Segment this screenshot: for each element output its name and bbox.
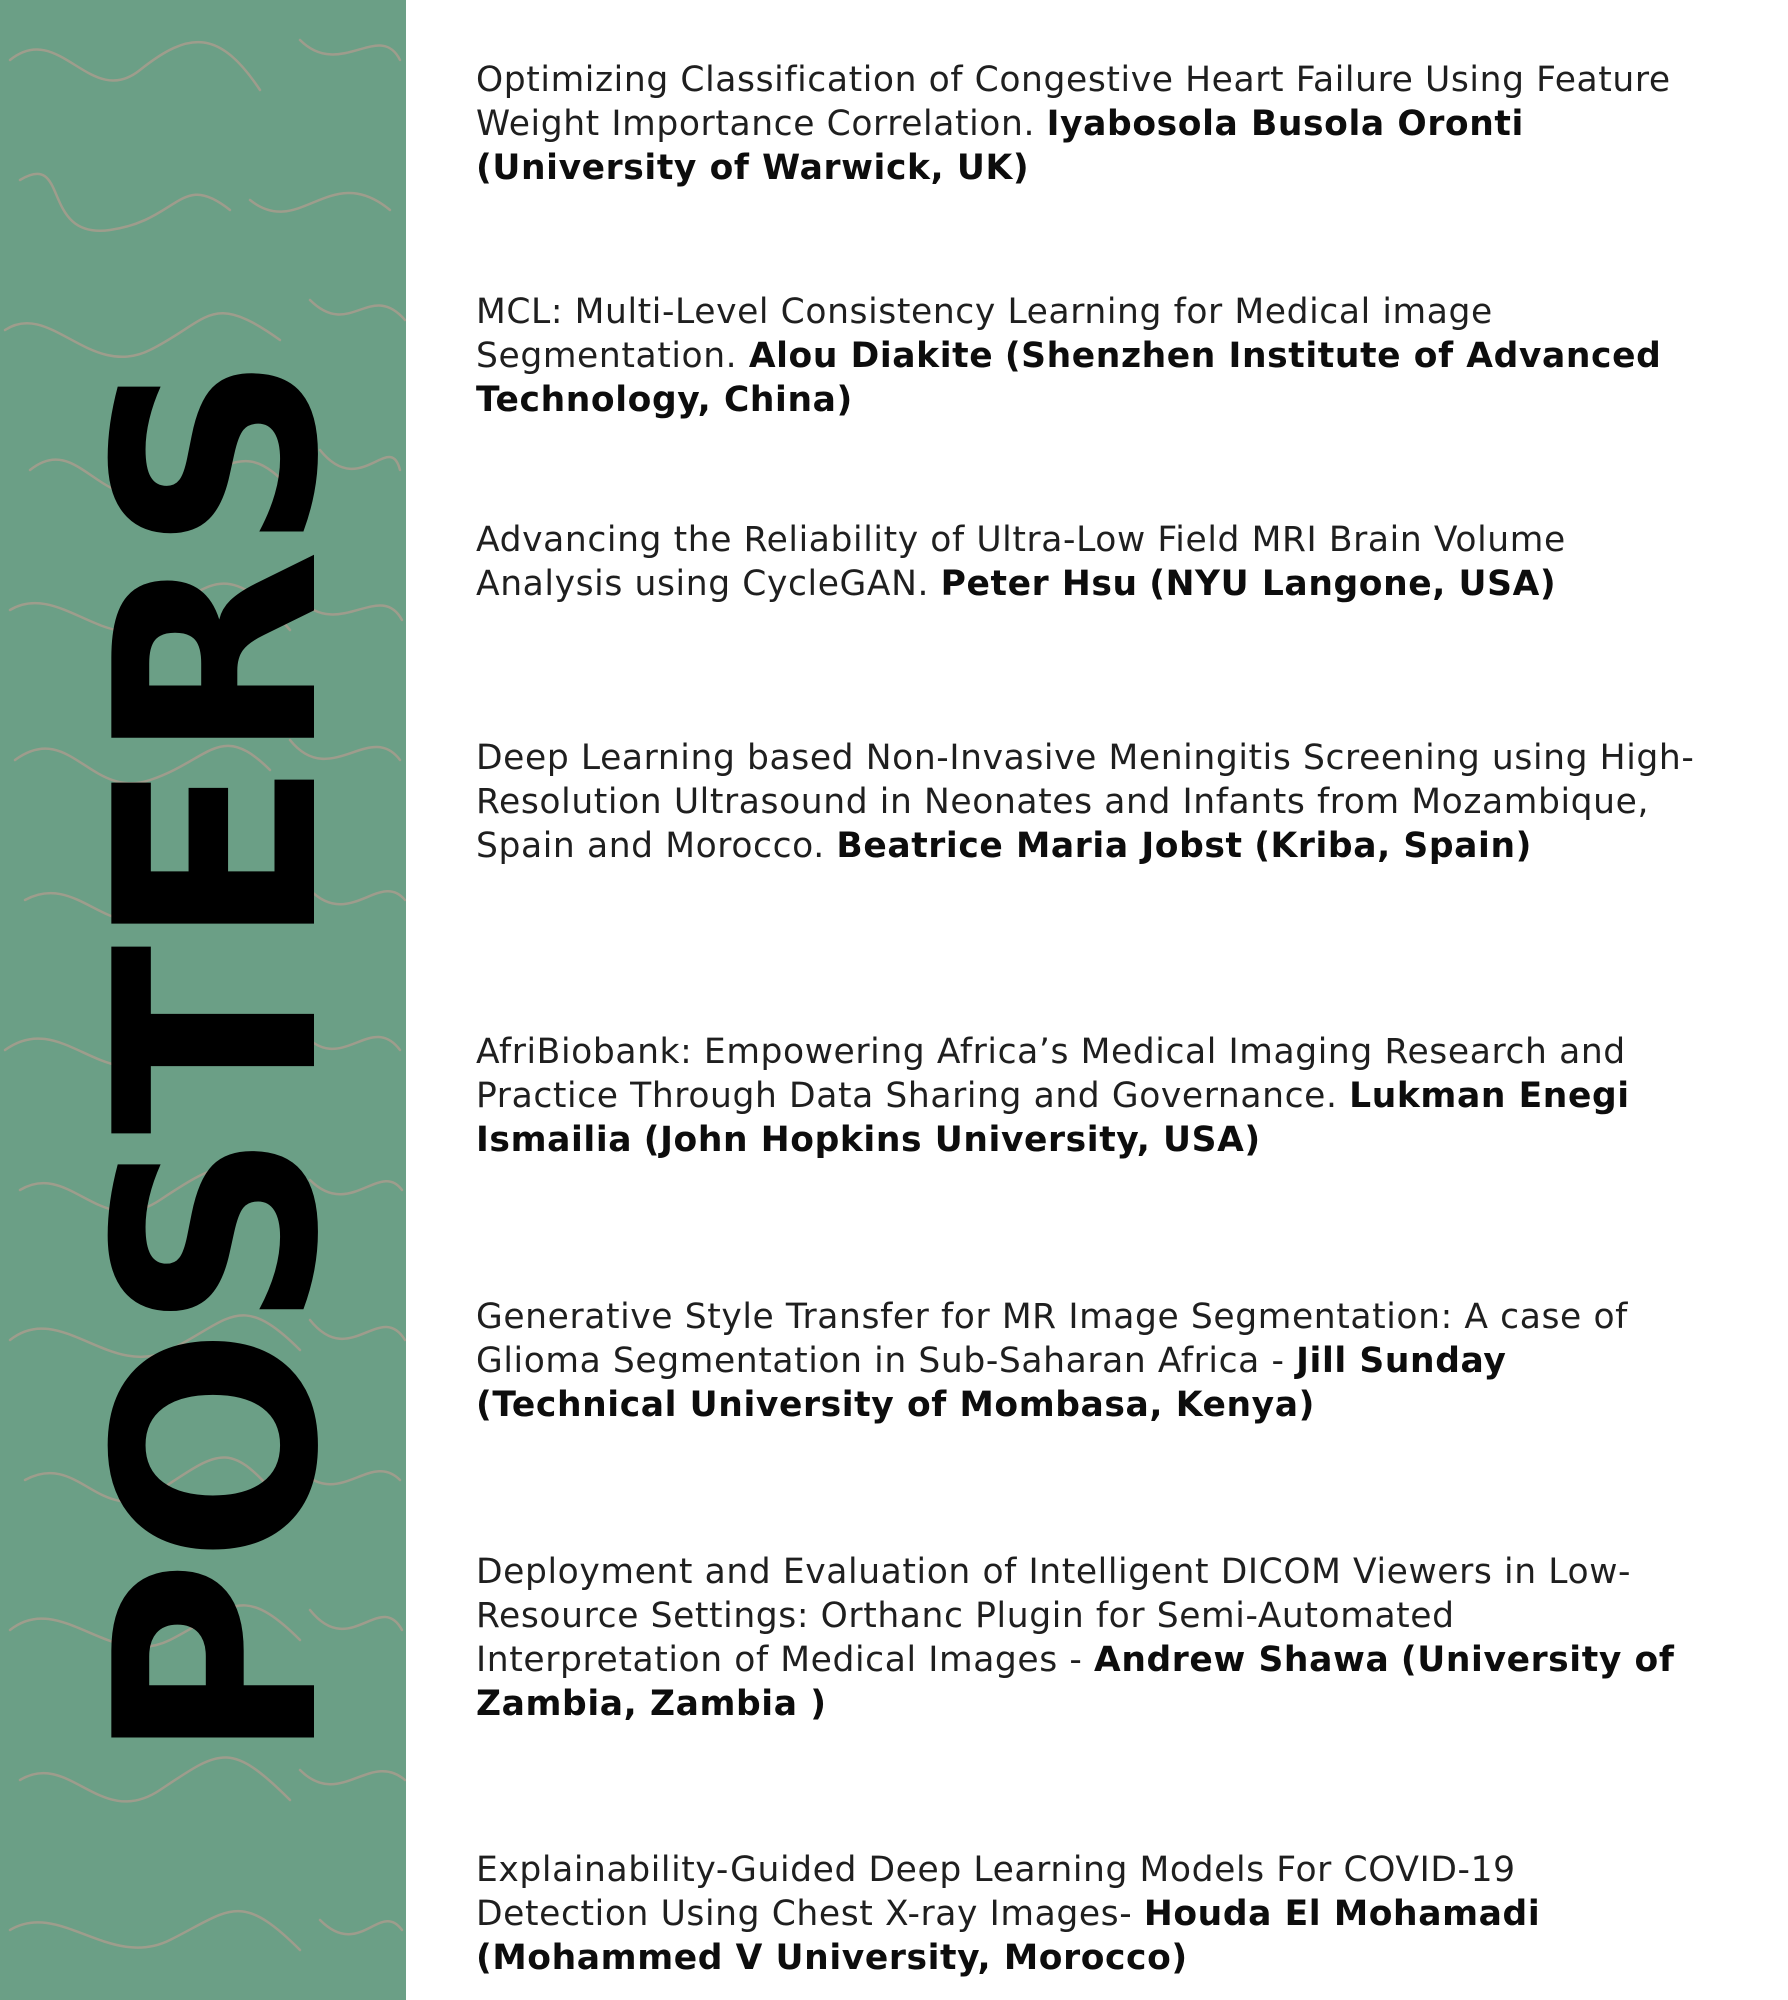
poster-author: Lukman Enegi Ismailia bbox=[476, 1076, 1630, 1160]
poster-entry bbox=[476, 518, 1696, 606]
poster-author: Andrew Shawa bbox=[1094, 1640, 1390, 1680]
poster-affiliation: (NYU Langone, USA) bbox=[1149, 564, 1557, 604]
poster-affiliation: (John Hopkins University, USA) bbox=[643, 1120, 1261, 1160]
poster-affiliation: (University of Warwick, UK) bbox=[476, 148, 1030, 188]
poster-entry bbox=[476, 290, 1696, 422]
poster-list bbox=[476, 0, 1696, 2000]
poster-title: Advancing the Reliability of Ultra-Low Field MRI Brain Volume Analysis using CycleGAN. bbox=[476, 520, 1566, 604]
poster-entry bbox=[476, 58, 1696, 190]
poster-author: Jill Sunday bbox=[1296, 1341, 1507, 1381]
poster-title: Optimizing Classification of Congestive Heart Failure Using Feature Weight Importance Correlation. bbox=[476, 60, 1671, 144]
poster-affiliation: (Kriba, Spain) bbox=[1254, 826, 1533, 866]
poster-author: Iyabosola Busola Oronti bbox=[1046, 104, 1524, 144]
poster-title: Deployment and Evaluation of Intelligent DICOM Viewers in Low-Resource Settings: Orthanc Plugin for Semi-Automated Interpretation of Medical Images - bbox=[476, 1552, 1632, 1680]
poster-entry bbox=[476, 1550, 1696, 1726]
poster-entry bbox=[476, 1030, 1696, 1162]
poster-affiliation: (University of Zambia, Zambia ) bbox=[476, 1640, 1675, 1724]
poster-affiliation: (Shenzhen Institute of Advanced Technology, China) bbox=[476, 336, 1662, 420]
poster-title: AfriBiobank: Empowering Africa’s Medical Imaging Research and Practice Through Data Sharing and Governance. bbox=[476, 1032, 1626, 1116]
poster-affiliation: (Mohammed V University, Morocco) bbox=[476, 1938, 1188, 1978]
poster-author: Beatrice Maria Jobst bbox=[836, 826, 1243, 866]
poster-entry bbox=[476, 1848, 1696, 1980]
poster-title: Generative Style Transfer for MR Image Segmentation: A case of Glioma Segmentation in Sub-Saharan Africa - bbox=[476, 1297, 1628, 1381]
poster-author: Alou Diakite bbox=[748, 336, 994, 376]
poster-title: MCL: Multi-Level Consistency Learning for Medical image Segmentation. bbox=[476, 292, 1493, 376]
sidebar-panel bbox=[0, 0, 406, 2000]
poster-title: Explainability-Guided Deep Learning Models For COVID-19 Detection Using Chest X-ray Images- bbox=[476, 1850, 1516, 1934]
poster-author: Houda El Mohamadi bbox=[1143, 1894, 1541, 1934]
poster-title: Deep Learning based Non-Invasive Meningitis Screening using High-Resolution Ultrasound in Neonates and Infants from Mozambique, Spain and Morocco. bbox=[476, 738, 1695, 866]
poster-entry bbox=[476, 736, 1696, 868]
poster-author: Peter Hsu bbox=[940, 564, 1138, 604]
posters-heading: POSTERS bbox=[56, 356, 380, 1764]
poster-affiliation: (Technical University of Mombasa, Kenya) bbox=[476, 1385, 1315, 1425]
poster-entry bbox=[476, 1295, 1696, 1427]
